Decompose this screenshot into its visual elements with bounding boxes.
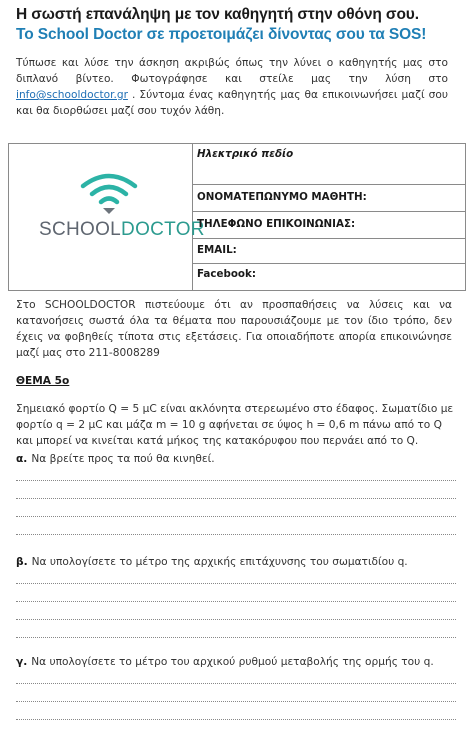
- facebook-field[interactable]: Facebook:: [197, 268, 256, 280]
- answer-line[interactable]: [16, 498, 456, 499]
- answer-line[interactable]: [16, 683, 456, 684]
- question-c: [16, 656, 434, 668]
- question-label: γ.: [16, 656, 28, 668]
- answer-line[interactable]: [16, 719, 456, 720]
- question-text: Να υπολογίσετε το μέτρο της αρχικής επιτάχυνσης του σωματιδίου q.: [31, 556, 408, 568]
- schooldoctor-logo: SCHOOLDOCTOR: [39, 219, 205, 240]
- intro-paragraph: [16, 55, 448, 119]
- info-fields: [193, 144, 465, 290]
- header-title: Η σωστή επανάληψη με τον καθηγητή στην οθόνη σου.: [16, 6, 419, 23]
- question-label: α.: [16, 453, 28, 465]
- email-field[interactable]: EMAIL:: [193, 239, 465, 264]
- intro-text-start: Τύπωσε και λύσε την άσκηση ακριβώς όπως την λύνει ο καθηγητής μας στο διπλανό βίντεο. Φωτογράφησε και στείλε μας την λύση στο: [16, 57, 448, 85]
- problem-statement: Σημειακό φορτίο Q = 5 μC είναι ακλόνητα στερεωμένο στο έδαφος. Σωματίδιο με φορτίο q = 2 μC και μάζα m = 10 g αφήνεται σε ύψος h = 0,6 m πάνω από το Q και μπορεί να κινείται κατά μήκος της κατακόρυφου που περνάει από το Q.: [16, 403, 454, 447]
- subject-title: Ηλεκτρικό πεδίο: [193, 144, 465, 185]
- answer-line[interactable]: [16, 601, 456, 602]
- question-a: [16, 453, 215, 465]
- student-info-card: [8, 143, 466, 291]
- logo-cell: [9, 144, 205, 290]
- header-subtitle: Το School Doctor σε προετοιμάζει δίνοντας σου τα SOS!: [16, 26, 427, 43]
- question-label: β.: [16, 556, 28, 568]
- wifi-signal-icon: [79, 170, 139, 214]
- answer-line[interactable]: [16, 480, 456, 481]
- answer-line[interactable]: [16, 619, 456, 620]
- email-link[interactable]: info@schooldoctor.gr: [16, 89, 128, 101]
- theme-title: ΘΕΜΑ 5ο: [16, 375, 70, 387]
- question-b: [16, 556, 408, 568]
- intro-text-end: . Σύντομα ένας καθηγητής μας θα επικοινωνήσει μαζί σου και θα διορθώσει μαζί σου τυχόν λάθη.: [16, 89, 448, 117]
- answer-line[interactable]: [16, 637, 456, 638]
- answer-line[interactable]: [16, 516, 456, 517]
- info-paragraph: Στο SCHOOLDOCTOR πιστεύουμε ότι αν προσπαθήσεις να λύσεις και να κατανοήσεις σωστά όλα τα θέματα που παρουσιάζουμε με τον ίδιο τρόπο, δεν έχεις να φοβηθείς τίποτα στις εξετάσεις. Για οποιαδήποτε απορία επικοινώνησε μαζί μας στο 211-8008289: [16, 299, 452, 359]
- answer-line[interactable]: [16, 701, 456, 702]
- answer-line[interactable]: [16, 534, 456, 535]
- phone-field[interactable]: ΤΗΛΕΦΩΝΟ ΕΠΙΚΟΙΝΩΝΙΑΣ:: [193, 212, 465, 239]
- answer-line[interactable]: [16, 583, 456, 584]
- student-name-field[interactable]: ΟΝΟΜΑΤΕΠΩΝΥΜΟ ΜΑΘΗΤΗ:: [193, 185, 465, 212]
- question-text: Να βρείτε προς τα πού θα κινηθεί.: [31, 453, 215, 465]
- question-text: Να υπολογίσετε το μέτρο του αρχικού ρυθμού μεταβολής της ορμής του q.: [31, 656, 434, 668]
